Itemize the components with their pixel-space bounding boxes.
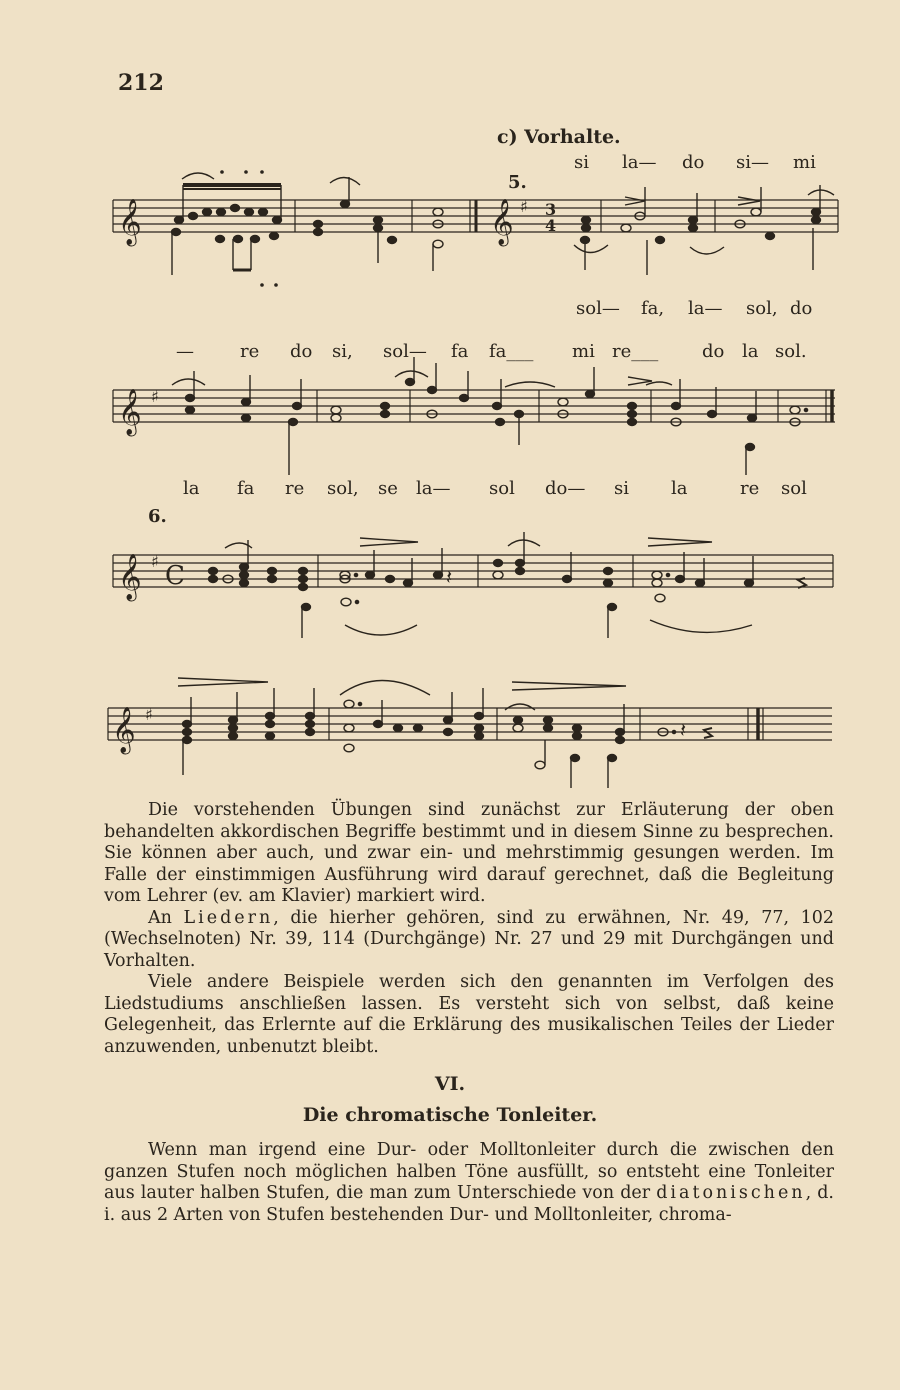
paragraph: Viele andere Beispiele werden sich den genannten im Verfolgen des Liedstudiums anschließen lassen. Es versteht sich von selbst, daß keine Gelegenheit, das Erlernte auf die Erklärung des musikalischen Teiles der Lieder anzuwenden, unbenutzt bleibt. [104,972,834,1057]
chapter-title: Die chromatische Tonleiter. [302,1104,598,1126]
time-signature-top: 3 [545,200,557,219]
svg-text:♯: ♯ [520,197,528,216]
syllable: re___ [612,341,659,362]
syllable: la— [622,152,657,173]
syllable: mi [572,341,595,362]
syllable: do [790,298,813,319]
syllable: fa [237,478,255,499]
music-staff-1 [0,175,900,285]
syllable: do [682,152,705,173]
page-number: 212 [118,70,164,96]
section-heading: c) Vorhalte. [497,126,621,148]
svg-text:♯: ♯ [151,552,159,571]
syllable: fa___ [489,341,534,362]
svg-text:𝄽: 𝄽 [680,718,687,742]
syllable: si [574,152,589,173]
music-staff-4 [0,670,900,790]
syllable: fa [451,341,469,362]
syllable: la [742,341,759,362]
example-number: 5. [508,172,527,193]
syllable: la— [416,478,451,499]
time-signature: C [165,561,185,591]
syllable: fa, [641,298,665,319]
syllable: do [290,341,313,362]
syllable: la [183,478,200,499]
svg-text:𝄞: 𝄞 [490,199,514,245]
syllable: si, [332,341,353,362]
explanation-text [104,800,834,1058]
music-staff-3 [0,530,900,650]
svg-text:𝄞: 𝄞 [118,199,142,245]
svg-text:♯: ♯ [145,705,153,724]
music-staff-2 [0,365,900,475]
paragraph: An Liedern, die hierher gehören, sind zu erwähnen, Nr. 49, 77, 102 (Wechselnoten) Nr. 39, 114 (Durchgänge) Nr. 27 und 29 mit Durchgängen und Vorhalten. [104,907,834,971]
syllable: sol [489,478,515,499]
paragraph: Die vorstehenden Übungen sind zunächst zur Erläuterung der oben behandelten akkordischen Begriffe bestimmt und in diesem Sinne zu besprechen. Sie können aber auch, und zwar ein- und mehrstimmig gesungen werden. Im Falle der einstimmigen Ausführung wird darauf gerechnet, daß die Begleitung vom Lehrer (ev. am Klavier) markiert wird. [104,800,834,906]
syllable: — [176,341,194,362]
syllable: sol— [383,341,427,362]
syllable: sol, [327,478,359,499]
svg-text:𝄽: 𝄽 [446,565,453,589]
syllable: sol, [746,298,778,319]
syllable: do— [545,478,586,499]
time-signature-bottom: 4 [545,216,557,235]
paragraph: Wenn man irgend eine Dur- oder Molltonleiter durch die zwischen den ganzen Stufen noch möglichen halben Töne ausfüllt, so entsteht eine Tonleiter aus lauter halben Stufen, die man zum Unterschiede von der diatonischen, d. i. aus 2 Arten von Stufen bestehenden Dur- und Molltonleiter, chroma- [104,1140,834,1225]
syllable: re [240,341,260,362]
syllable: mi [793,152,816,173]
syllable: sol [781,478,807,499]
syllable: re [740,478,760,499]
syllable: sol— [576,298,620,319]
svg-text:𝄞: 𝄞 [118,389,142,435]
syllable: do [702,341,725,362]
syllable: la [671,478,688,499]
chapter-body-text [104,1140,834,1226]
svg-text:𝄞: 𝄞 [112,707,136,753]
syllable: re [285,478,305,499]
chapter-number: VI. [434,1073,466,1095]
syllable: sol. [775,341,807,362]
svg-text:𝄞: 𝄞 [118,554,142,600]
example-number: 6. [148,506,167,527]
syllable: se [378,478,398,499]
syllable: si [614,478,629,499]
syllable: la— [688,298,723,319]
svg-text:♯: ♯ [151,387,159,406]
syllable: si— [736,152,769,173]
